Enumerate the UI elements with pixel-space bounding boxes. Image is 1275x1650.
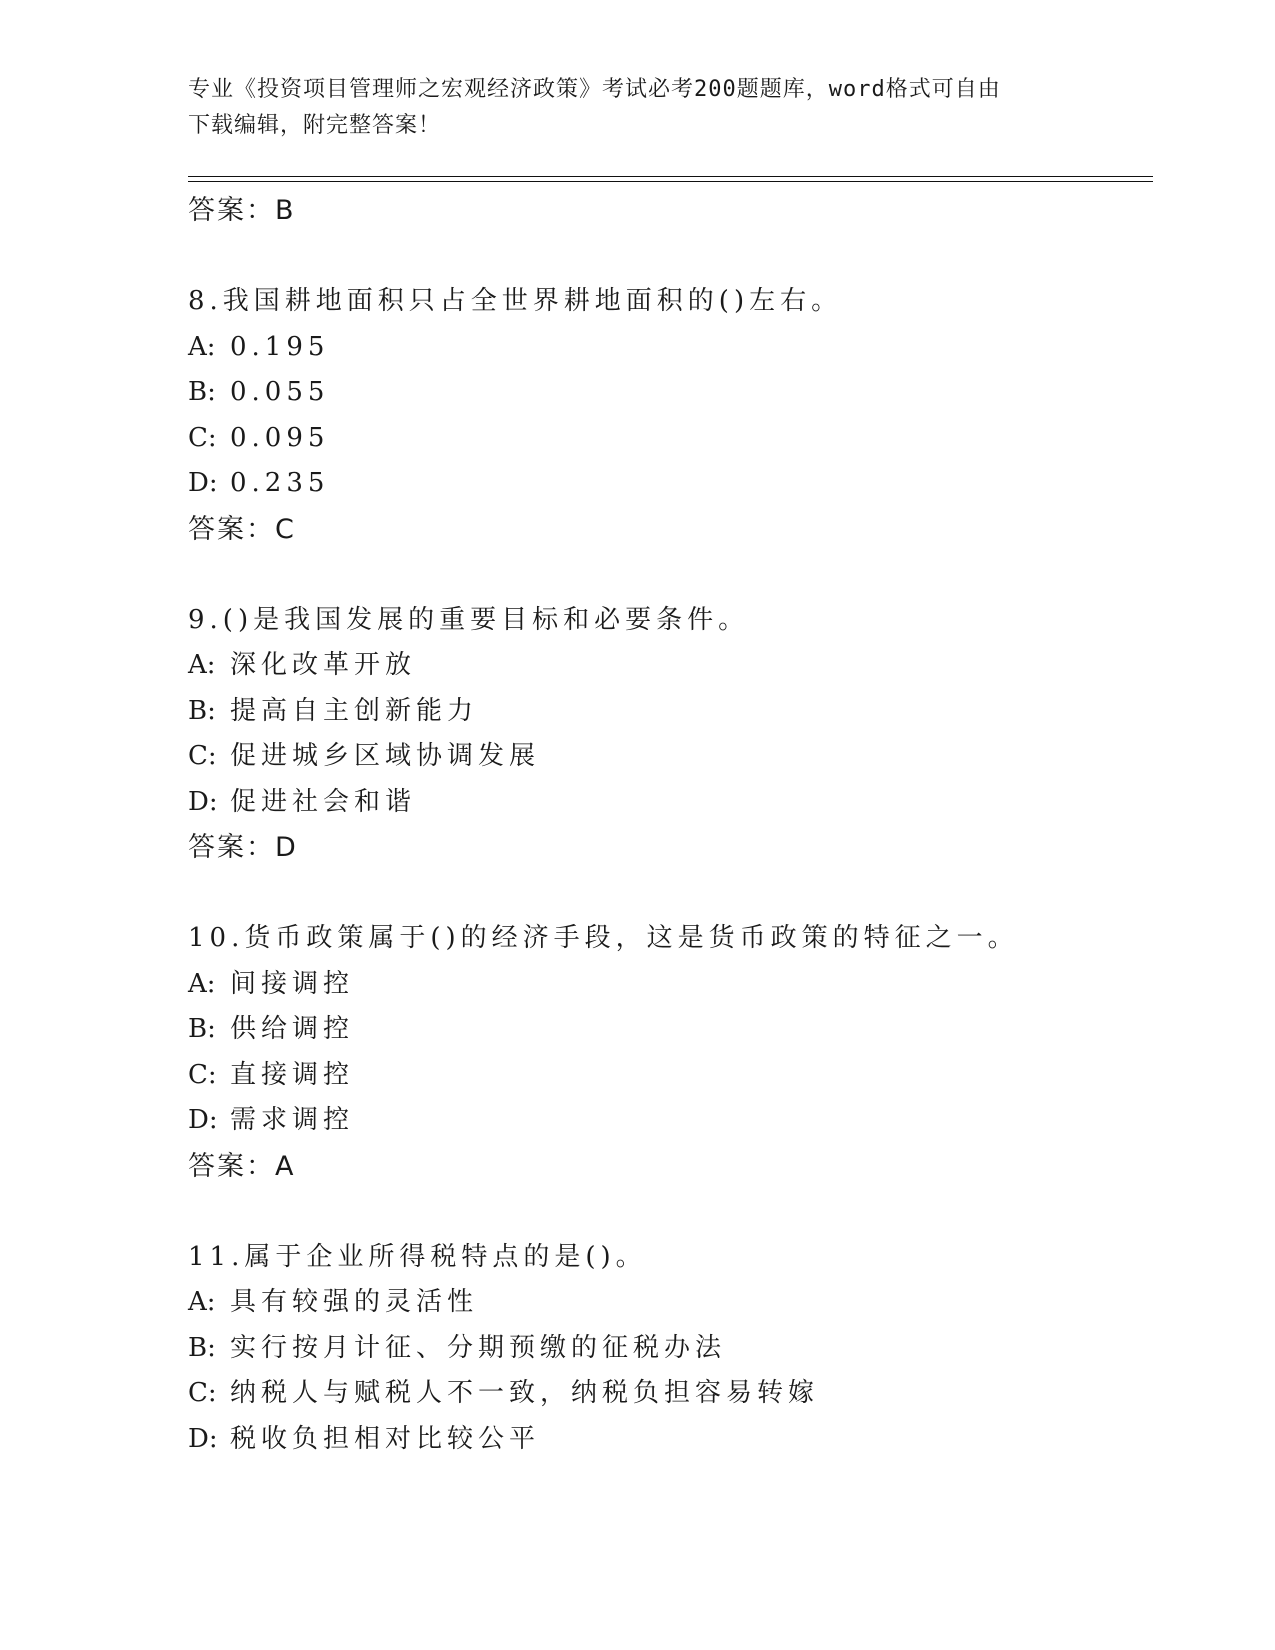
option-d [188, 1417, 1153, 1463]
option-letter: B: [188, 377, 216, 407]
option-d [188, 1098, 1153, 1144]
option-letter: D: [188, 1423, 218, 1454]
option-text: 促进城乡区域协调发展 [230, 741, 541, 771]
option-letter: A: [188, 968, 216, 999]
option-text: 间接调控 [230, 968, 355, 999]
option-text: 供给调控 [230, 1014, 355, 1044]
question-stem: 11.属于企业所得税特点的是()。 [188, 1241, 647, 1272]
option-b [188, 370, 1153, 416]
option-d [188, 780, 1153, 826]
spacer [188, 870, 1153, 916]
option-letter: D: [188, 1105, 218, 1135]
question-stem: 9.()是我国发展的重要目标和必要条件。 [188, 604, 750, 635]
option-c [188, 1371, 1153, 1417]
option-text: 0.095 [230, 422, 330, 453]
spacer [188, 552, 1153, 598]
option-a [188, 325, 1153, 371]
option-text: 具有较强的灵活性 [230, 1287, 479, 1317]
option-letter: B: [188, 1014, 216, 1044]
question-block [188, 598, 1153, 871]
option-letter: D: [188, 468, 218, 498]
option-b [188, 1007, 1153, 1053]
option-text: 0.055 [230, 377, 330, 407]
question-list [188, 188, 1153, 1462]
option-a [188, 962, 1153, 1008]
answer-line: 答案：D [188, 832, 298, 863]
header-rule-top [188, 176, 1153, 177]
option-letter: C: [188, 422, 217, 453]
option-text: 直接调控 [230, 1059, 355, 1090]
option-text: 实行按月计征、分期预缴的征税办法 [230, 1332, 727, 1363]
option-text: 纳税人与赋税人不一致，纳税负担容易转嫁 [230, 1378, 820, 1408]
question-block [188, 916, 1153, 1189]
option-letter: C: [188, 741, 217, 771]
option-letter: C: [188, 1378, 217, 1408]
option-text: 需求调控 [230, 1105, 355, 1135]
option-letter: A: [188, 331, 216, 362]
answer-line: 答案：C [188, 513, 296, 545]
option-letter: A: [188, 650, 216, 680]
option-text: 深化改革开放 [230, 650, 417, 680]
header-line-1: 专业《投资项目管理师之宏观经济政策》考试必考200题题库，word格式可自由 [188, 77, 1001, 102]
option-c [188, 416, 1153, 462]
option-c [188, 734, 1153, 780]
option-b [188, 1326, 1153, 1372]
option-c [188, 1053, 1153, 1099]
question-stem: 10.货币政策属于()的经济手段，这是货币政策的特征之一。 [188, 923, 1019, 953]
option-a [188, 643, 1153, 689]
header-rule-bottom [188, 181, 1153, 182]
option-text: 促进社会和谐 [230, 786, 417, 817]
option-letter: B: [188, 1332, 216, 1363]
answer-line: 答案：A [188, 1150, 296, 1182]
spacer [188, 1189, 1153, 1235]
option-text: 0.235 [230, 468, 330, 498]
option-text: 提高自主创新能力 [230, 695, 479, 726]
option-letter: C: [188, 1059, 217, 1090]
option-text: 0.195 [230, 331, 330, 362]
answer-line: 答案：B [188, 195, 296, 226]
option-letter: D: [188, 786, 218, 817]
option-a [188, 1280, 1153, 1326]
question-block [188, 1235, 1153, 1463]
spacer [188, 233, 1153, 279]
option-b [188, 689, 1153, 735]
question-stem: 8.我国耕地面积只占全世界耕地面积的()左右。 [188, 286, 843, 316]
option-text: 税收负担相对比较公平 [230, 1423, 541, 1454]
header-line-2: 下载编辑，附完整答案！ [188, 113, 442, 138]
option-d [188, 461, 1153, 507]
option-letter: A: [188, 1287, 216, 1317]
question-block [188, 279, 1153, 552]
document-header [188, 72, 1088, 144]
option-letter: B: [188, 695, 216, 726]
